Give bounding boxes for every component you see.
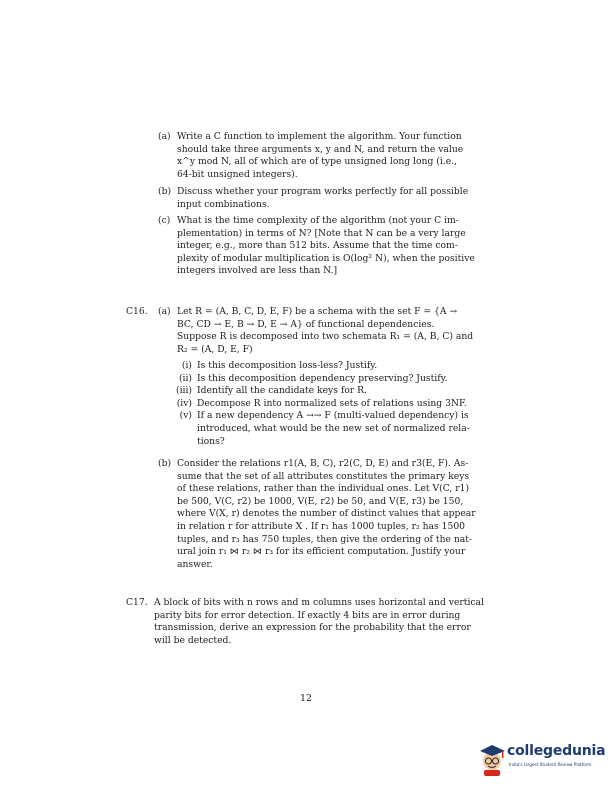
subitem-text <box>197 410 485 448</box>
q16-number: C16. <box>126 306 148 317</box>
q16-b-line: Consider the relations r1(A, B, C), r2(C, D, E) and r3(E, F). As- <box>177 458 469 469</box>
page-number: 12 <box>299 693 313 704</box>
q15-a-text <box>177 131 485 181</box>
q17-line: transmission, derive an expression for the probability that the error <box>154 622 471 634</box>
subitem-line: If a new dependency A →→ F (multi-valued dependency) is <box>197 410 469 422</box>
student-mascot-icon <box>478 741 508 777</box>
logo-wordmark: collegedunia <box>507 743 606 759</box>
q15-a-line: x^y mod N, all of which are of type unsigned long long (i.e., <box>177 156 457 168</box>
q16-b-line: tuples, and r₃ has 750 tuples, then give the ordering of the nat- <box>177 533 473 545</box>
subitem-text: Is this decomposition dependency preserving? Justify. <box>197 372 448 384</box>
q16-b-label: (b) <box>158 458 172 469</box>
q15-c-line: plexity of modular multiplication is O(log² N), when the positive <box>177 252 475 264</box>
q15-c-line: plementation) in terms of N? [Note that N can be a very large <box>177 227 466 239</box>
subitem-text: Is this decomposition loss-less? Justify. <box>197 360 378 371</box>
q17-line: A block of bits with n rows and m columns uses horizontal and vertical <box>154 597 484 608</box>
subitem-text: Identify all the candidate keys for R. <box>197 385 367 397</box>
q15-c-text <box>177 215 485 278</box>
subitem-label: (ii) <box>178 372 192 384</box>
q16-a-label: (a) <box>158 306 171 317</box>
q17-line: parity bits for error detection. If exactly 4 bits are in error during <box>154 609 461 621</box>
q15-c-line: integer, e.g., more than 512 bits. Assume that the time com- <box>177 240 458 252</box>
q15-a-label: (a) <box>158 131 171 142</box>
collegedunia-logo <box>478 741 608 781</box>
q17-number: C17. <box>126 597 148 608</box>
q15-b-line: input combinations. <box>177 198 270 210</box>
q15-b-text <box>177 186 485 211</box>
subitem-label: (iv) <box>176 397 192 409</box>
q16-b-line: of these relations, rather than the individual ones. Let V(C, r1) <box>177 483 470 495</box>
q16-a-line: R₂ = (A, D, E, F) <box>177 343 253 355</box>
q16-a-line: Suppose R is decomposed into two schemata R₁ = (A, B, C) and <box>177 331 474 343</box>
q17-line: will be detected. <box>154 634 232 646</box>
q16-b-line: answer. <box>177 558 213 570</box>
q17-text <box>154 597 485 647</box>
q16-a-line: BC, CD → E, B → D, E → A} of functional dependencies. <box>177 318 435 330</box>
q16-b-text <box>177 458 485 571</box>
q16-a-text <box>177 306 485 356</box>
subitem-line: introduced, what would be the new set of normalized rela- <box>197 422 470 434</box>
q16-b-line: be 500, V(C, r2) be 1000, V(E, r2) be 50, and V(E, r3) be 150, <box>177 495 464 507</box>
q15-c-label: (c) <box>158 215 171 226</box>
q16-b-line: where V(X, r) denotes the number of distinct values that appear <box>177 508 476 520</box>
subitem-text: Decompose R into normalized sets of relations using 3NF. <box>197 397 467 409</box>
q16-a-line: Let R = (A, B, C, D, E, F) be a schema with the set F = {A → <box>177 306 458 317</box>
q16-b-line: sume that the set of all attributes constitutes the primary keys <box>177 470 470 482</box>
q15-c-line: What is the time complexity of the algorithm (not your C im- <box>177 215 459 226</box>
q15-a-line: should take three arguments x, y and N, and return the value <box>177 143 464 155</box>
q15-c-line: integers involved are less than N.] <box>177 265 338 277</box>
q15-b-label: (b) <box>158 186 172 197</box>
q15-a-line: 64-bit unsigned integers). <box>177 168 298 180</box>
subitem-label: (i) <box>181 360 192 371</box>
q16-b-line: in relation r for attribute X . If r₁ has 1000 tuples, r₂ has 1500 <box>177 520 466 532</box>
subitem-label: (v) <box>179 410 192 422</box>
logo-tagline: India's largest Student Review Platform <box>509 762 592 767</box>
q15-a-line: Write a C function to implement the algorithm. Your function <box>177 131 462 142</box>
q15-b-line: Discuss whether your program works perfectly for all possible <box>177 186 469 197</box>
q16-b-line: ural join r₁ ⋈ r₂ ⋈ r₃ for its efficient computation. Justify your <box>177 546 466 558</box>
subitem-label: (iii) <box>176 385 192 397</box>
subitem-line: tions? <box>197 435 225 447</box>
